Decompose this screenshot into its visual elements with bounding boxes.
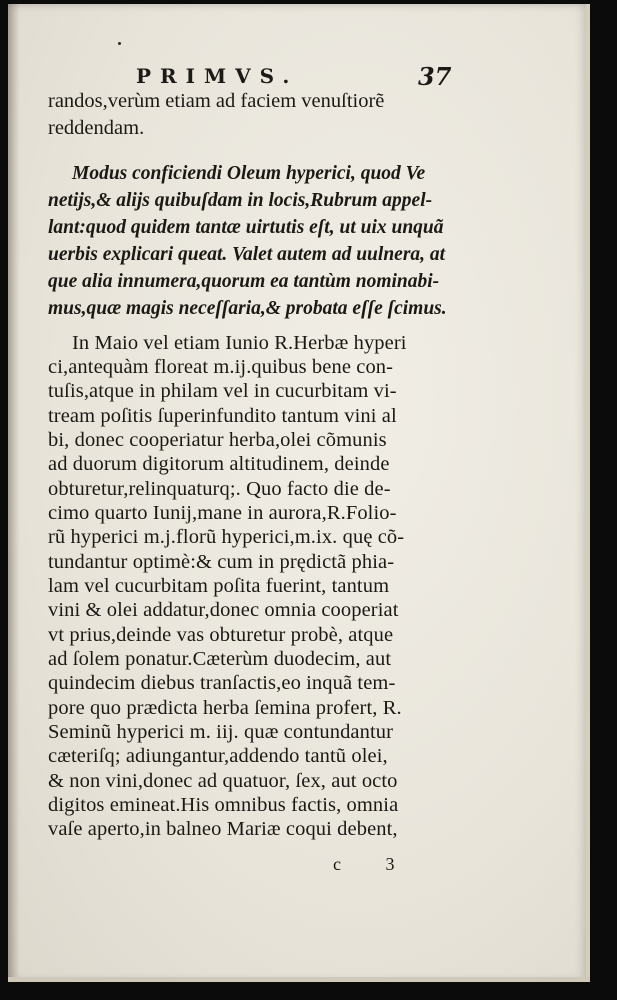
body-line: vini & olei addatur,donec omnia cooperiat (48, 599, 399, 622)
body-line: ad duorum digitorum altitudinem, deinde (48, 453, 390, 476)
text-line: randos,verùm etiam ad faciem venuſtiorẽ (48, 90, 385, 112)
page-sheet (8, 4, 590, 982)
body-line: obturetur,relinquaturq;. Quo facto die de- (48, 477, 391, 500)
page-number: 37 (418, 62, 452, 91)
heading-line: que alia innumera,quorum ea tantùm nominabi- (48, 271, 440, 293)
italic-heading (48, 160, 468, 323)
body-line: tundantur optimè:& cum in prędictã phia- (48, 550, 395, 573)
ink-speck (118, 42, 121, 45)
intro-paragraph (48, 88, 468, 142)
running-title: PRIMVS. (136, 64, 299, 88)
body-line: pore quo prædicta herba ſemina profert, R. (48, 696, 402, 719)
body-line: digitos emineat.His omnibus factis, omnia (48, 794, 399, 817)
text-block (48, 88, 468, 842)
body-paragraph (48, 331, 468, 842)
body-line: cimo quarto Iunij,mane in aurora,R.Folio- (48, 501, 397, 524)
body-line: In Maio vel etiam Iunio R.Herbæ hyperi (72, 331, 407, 354)
heading-line: netijs,& alijs quibuſdam in locis,Rubrum appel- (48, 190, 433, 212)
gutter-shadow (8, 4, 20, 982)
heading-line: Modus conficiendi Oleum hyperici, quod Ve (72, 163, 426, 184)
signature-mark: c 3 (333, 854, 415, 874)
body-line: vt prius,deinde vas obturetur probè, atque (48, 623, 394, 646)
heading-line: uerbis explicari queat. Valet autem ad uulnera, at (48, 244, 446, 266)
page-edge-right (586, 4, 590, 982)
body-line: tuſis,atque in philam vel in cucurbitam vi- (48, 380, 397, 403)
body-line: Seminũ hyperici m. iij. quæ contundantur (48, 721, 394, 744)
body-line: rũ hyperici m.j.florũ hyperici,m.ix. quę cõ- (48, 526, 405, 549)
body-line: & non vini,donec ad quatuor, ſex, aut octo (48, 769, 398, 792)
text-line: reddendam. (48, 117, 145, 139)
page-edge-bottom (8, 977, 590, 982)
body-line: vaſe aperto,in balneo Mariæ coqui debent, (48, 818, 398, 841)
body-line: ad ſolem ponatur.Cæterùm duodecim, aut (48, 648, 392, 671)
heading-line: mus,quæ magis neceſſaria,& probata eſſe ſcimus. (48, 298, 447, 320)
body-line: tream poſitis ſuperinfundito tantum vini al (48, 404, 397, 427)
body-line: lam vel cucurbitam poſita fuerint, tantum (48, 575, 390, 597)
body-line: bi, donec cooperiatur herba,olei cõmunis (48, 428, 387, 451)
body-line: ci,antequàm floreat m.ij.quibus bene con- (48, 355, 394, 378)
body-line: quindecim diebus tranſactis,eo inquã tem- (48, 672, 396, 695)
body-line: cæteriſq; adiungantur,addendo tantũ olei, (48, 745, 388, 768)
heading-line: lant:quod quidem tantæ uirtutis eſt, ut uix unquã (48, 217, 444, 239)
